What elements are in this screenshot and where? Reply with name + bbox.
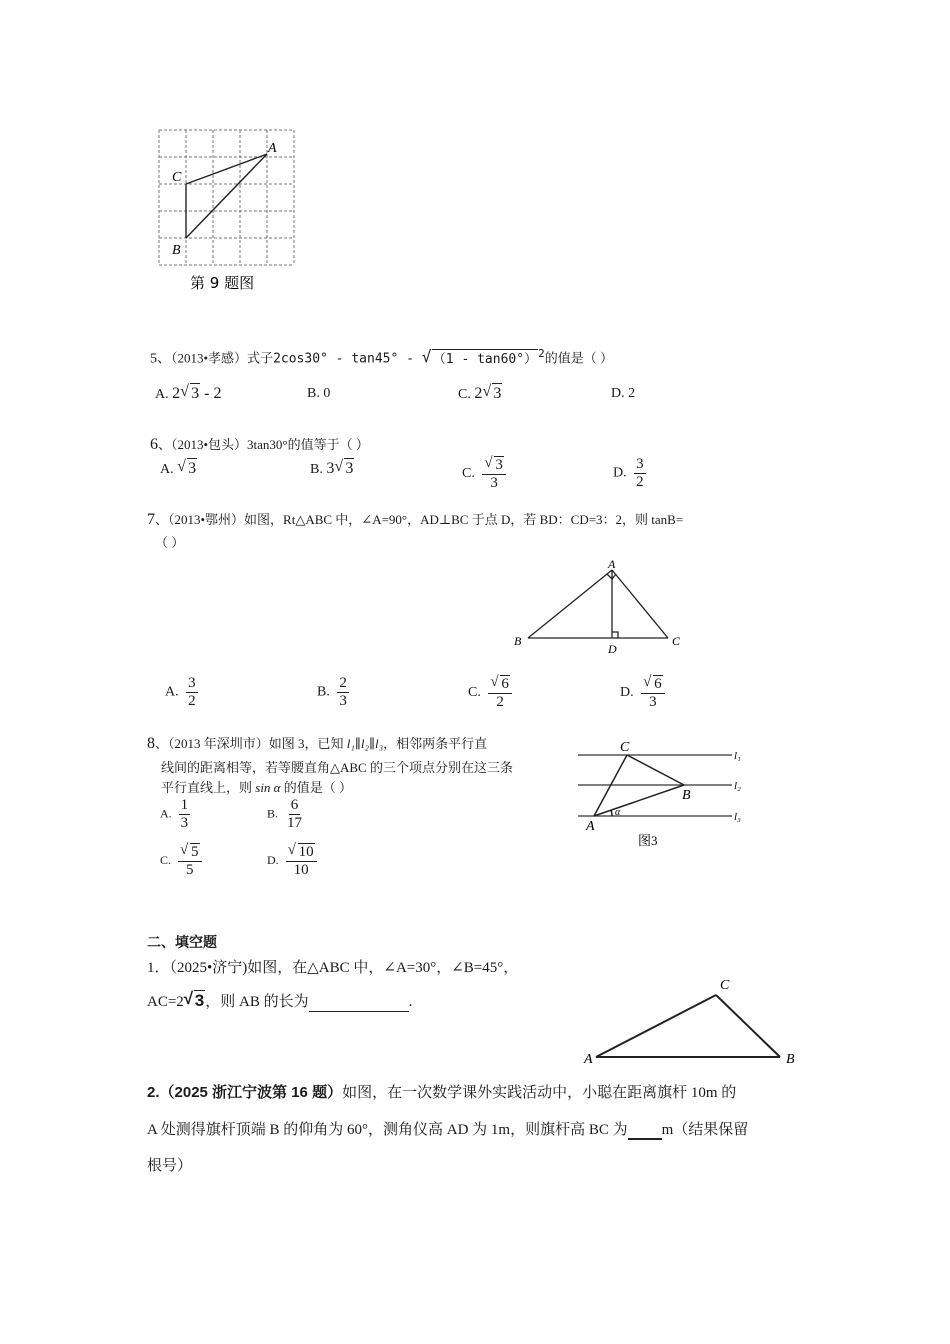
f1-label-a: A — [584, 1052, 593, 1067]
question-8 — [147, 734, 487, 754]
q8-opt-b-den: 17 — [287, 815, 303, 831]
q8-opt-a-num: 1 — [180, 797, 189, 813]
q5-opt-a-rad: 3 — [191, 385, 200, 402]
figure-q7-svg — [508, 558, 692, 658]
q6-opt-c-num: 3 — [495, 457, 503, 473]
figure-q7 — [508, 558, 692, 658]
q8-opt-d-frac — [286, 843, 317, 879]
figure-fill-1 — [580, 972, 800, 1070]
q5-expr-b: - tan45° — [327, 351, 399, 367]
q7-number: 7 — [147, 511, 155, 528]
q5-opt-c-label: C. — [458, 387, 471, 402]
q7-opt-b-den: 3 — [339, 693, 347, 709]
label-c: C — [172, 170, 182, 185]
f1-ac-label: AC=2 — [147, 994, 184, 1010]
q6-opt-a-rad: 3 — [188, 460, 197, 477]
q5-opt-c-coef: 2 — [474, 385, 483, 402]
q5-tail: 的值是（ ） — [544, 350, 613, 366]
q7-opt-a-den: 2 — [188, 693, 196, 709]
q6-opt-d-label: D. — [613, 465, 627, 481]
triangle-abc — [186, 154, 267, 238]
q7-option-d[interactable] — [620, 675, 665, 711]
q8-label-l2: l₂ — [734, 780, 741, 792]
q7-opt-c-den: 2 — [496, 694, 504, 710]
f1-ab-question: ，则 AB 的长为 — [205, 994, 309, 1010]
q8-line1-a: 、（2013 年深圳市）如图 3，已知 — [155, 736, 347, 751]
q6-number: 6 — [150, 436, 158, 453]
q7-label-c: C — [672, 634, 681, 648]
q8-opt-d-num: 10 — [298, 844, 314, 860]
fill-2-line-2 — [147, 1120, 748, 1140]
section-2-title: 二、填空题 — [147, 934, 217, 950]
q7-opt-b-label: B. — [317, 684, 330, 700]
f1-radicand: 3 — [194, 991, 205, 1010]
f2-line2-tail: m（结果保留 — [661, 1122, 749, 1138]
q8-opt-c-den: 5 — [186, 862, 194, 878]
q7-opt-a-label: A. — [165, 684, 179, 700]
q7-option-c[interactable] — [468, 675, 512, 711]
q6-opt-c-den: 3 — [490, 475, 498, 491]
q6-option-a[interactable] — [160, 458, 197, 480]
q6-option-d[interactable] — [613, 456, 646, 491]
q5-sqrt — [422, 348, 538, 370]
q7-opt-d-label: D. — [620, 685, 634, 701]
q8-option-d[interactable] — [267, 843, 317, 879]
q8-opt-a-frac — [179, 797, 191, 832]
fill-1-line-1: 1．（2025•济宁)如图，在△ABC 中，∠A=30°，∠B=45°， — [147, 960, 519, 976]
q8-opt-d-label: D. — [267, 852, 279, 867]
q7-text: 、（2013•鄂州）如图，Rt△ABC 中，∠A=90°，AD⊥BC 于点 D，若 BD：CD=3：2，则 tanB= — [155, 512, 684, 527]
q6-opt-b-coef: 3 — [326, 460, 335, 477]
figure-q8-svg — [572, 735, 752, 853]
q7-triangle — [528, 570, 668, 638]
f1-sqrt — [184, 990, 205, 1011]
q8-opt-c-num: 5 — [191, 844, 199, 860]
q5-opt-c-sqrt — [482, 383, 502, 404]
q8-parallel-lines — [578, 755, 732, 816]
q6-opt-c-frac — [482, 456, 506, 492]
q8-opt-c-frac — [178, 843, 202, 879]
q8-opt-a-label: A. — [160, 806, 172, 821]
figure-fill-1-svg — [580, 972, 800, 1070]
q8-line-2: 线间的距离相等，若等腰直角△ABC 的三个项点分别在这三条 — [161, 760, 513, 775]
q7-opt-c-num: 6 — [501, 676, 509, 692]
figure-9-svg — [150, 122, 310, 297]
q6-opt-d-num: 3 — [636, 456, 644, 472]
q5-opt-c-rad: 3 — [493, 385, 502, 402]
q5-option-d[interactable]: D. 2 — [611, 386, 636, 401]
q8-label-l1: l₁ — [734, 750, 741, 762]
q8-line-3 — [161, 778, 352, 798]
f1-triangle — [596, 995, 780, 1057]
q8-label-b: B — [682, 788, 691, 803]
q7-opt-d-frac — [641, 675, 665, 711]
q6-opt-b-rad: 3 — [345, 460, 354, 477]
q8-opt-b-frac — [285, 797, 304, 832]
q5-option-a[interactable] — [155, 383, 221, 405]
label-b: B — [172, 243, 181, 258]
q8-line3-a: 平行直线上，则 — [161, 780, 256, 795]
f1-label-c: C — [720, 978, 730, 993]
q8-line1-b: ，相邻两条平行直 — [383, 736, 488, 751]
q8-opt-b-label: B. — [267, 806, 279, 821]
q7-opt-c-label: C. — [468, 685, 481, 701]
fill-2-line-3: 根号） — [147, 1158, 193, 1174]
q6-opt-a-sqrt — [177, 458, 197, 479]
q8-option-c[interactable] — [160, 843, 202, 879]
q5-opt-a-coef: 2 — [172, 385, 181, 402]
f2-line2-text: A 处测得旗杆顶端 B 的仰角为 60°，测角仪高 AD 为 1m，则旗杆高 BC 为 — [147, 1122, 628, 1138]
q5-opt-a-tail: - 2 — [200, 385, 222, 402]
q6-option-b[interactable] — [310, 458, 354, 480]
q7-opt-a-num: 3 — [188, 675, 196, 691]
q6-opt-c-label: C. — [462, 466, 475, 482]
q6-option-c[interactable] — [462, 456, 506, 492]
question-6 — [150, 435, 369, 456]
q6-opt-d-den: 2 — [636, 474, 644, 490]
q8-label-alpha: α — [615, 807, 621, 818]
q7-option-b[interactable] — [317, 675, 349, 710]
q8-number: 8 — [147, 735, 155, 752]
q6-opt-b-label: B. — [310, 462, 323, 477]
f2-source: 2.（2025 浙江宁波第 16 题） — [147, 1084, 343, 1101]
q8-option-a[interactable] — [160, 797, 190, 832]
q7-opt-b-num: 2 — [339, 675, 347, 691]
q8-option-b[interactable] — [267, 797, 304, 832]
q6-text: 、（2013•包头）3tan30°的值等于（ ） — [158, 437, 369, 452]
q8-label-c: C — [620, 740, 630, 755]
f1-period: . — [408, 994, 413, 1010]
q7-text-2: （ ） — [155, 535, 185, 550]
f2-answer-blank[interactable] — [628, 1120, 662, 1140]
q5-option-c[interactable] — [458, 383, 502, 405]
figure-q8 — [572, 735, 752, 853]
q7-label-d: D — [608, 642, 617, 656]
q7-opt-d-num: 6 — [654, 676, 662, 692]
q6-opt-a-label: A. — [160, 462, 174, 477]
q8-parallel: l₁∥l₂∥l₃ — [346, 736, 384, 751]
q8-opt-c-label: C. — [160, 852, 172, 867]
q8-opt-b-num: 6 — [290, 797, 299, 813]
q7-opt-a-frac — [186, 675, 198, 710]
f2-line1-text: 如图，在一次数学课外实践活动中，小聪在距离旗杆 10m 的 — [342, 1085, 737, 1101]
q5-source: （2013•孝感）式子 — [171, 350, 274, 366]
q6-opt-b-sqrt — [334, 458, 354, 479]
q7-label-a: A — [608, 558, 616, 571]
label-a: A — [268, 141, 277, 156]
q5-expr-c: - — [398, 351, 422, 367]
q5-opt-a-sqrt — [180, 383, 200, 404]
question-5 — [150, 344, 613, 370]
q8-opt-a-den: 3 — [180, 815, 189, 831]
q5-number: 5、 — [150, 351, 171, 367]
q7-opt-b-frac — [337, 675, 349, 710]
fill-2-line-1 — [147, 1083, 736, 1103]
f1-answer-blank[interactable] — [309, 993, 409, 1012]
figure-9-caption: 第 9 题图 — [190, 274, 255, 292]
question-7 — [147, 510, 683, 531]
q8-label-a: A — [586, 819, 595, 834]
fill-1-line-2 — [147, 990, 412, 1012]
q5-exponent: 2 — [538, 347, 545, 360]
q5-option-b[interactable]: B. 0 — [307, 386, 331, 401]
q5-radicand: （1 - tan60°） — [432, 349, 538, 370]
q7-opt-d-den: 3 — [649, 694, 657, 710]
q8-sin-alpha: sin α — [255, 780, 281, 795]
q7-label-b: B — [514, 634, 522, 648]
q7-opt-c-frac — [488, 675, 512, 711]
q5-expr-a: 2cos30° — [273, 351, 328, 367]
figure-9 — [150, 122, 310, 297]
q5-opt-a-label: A. — [155, 387, 169, 402]
q8-line3-b: 的值是（ ） — [280, 780, 353, 795]
q8-opt-d-den: 10 — [293, 862, 309, 878]
q6-opt-d-frac — [634, 456, 646, 491]
q8-label-l3: l₃ — [734, 811, 741, 823]
q7-option-a[interactable] — [165, 675, 198, 710]
q8-figure-caption: 图3 — [638, 833, 658, 848]
f1-label-b: B — [786, 1052, 795, 1067]
